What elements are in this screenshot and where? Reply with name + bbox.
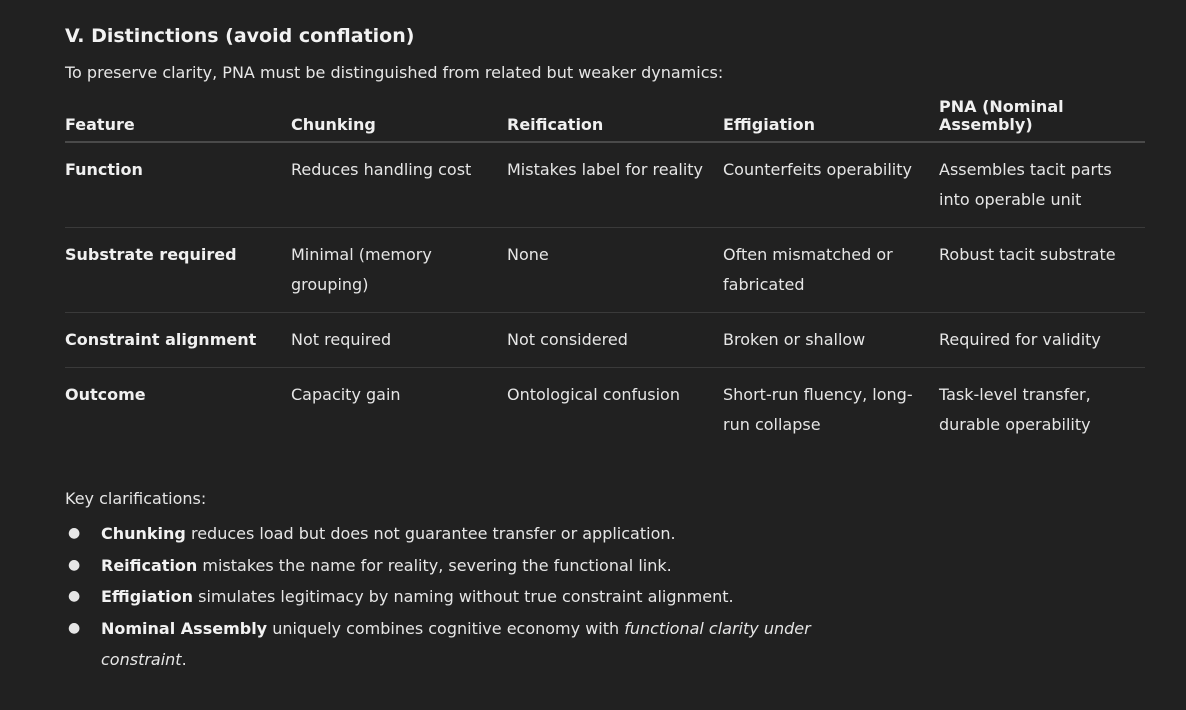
row-header-cell: Function [65, 142, 291, 228]
table-cell: Mistakes label for reality [507, 142, 723, 228]
row-header-cell: Outcome [65, 385, 146, 404]
clarifications-list [65, 518, 1145, 676]
bullet-icon: ● [68, 619, 81, 636]
table-cell: Not considered [507, 313, 723, 368]
column-header: Effigiation [723, 98, 939, 142]
table-cell: Assembles tacit parts into operable unit [939, 142, 1145, 228]
table-cell: Required for validity [939, 313, 1145, 368]
table-cell: Broken or shallow [723, 313, 939, 368]
row-header-cell: Substrate required [65, 228, 291, 313]
bullet-icon: ● [68, 556, 81, 573]
item-text: reduces load but does not guarantee transfer or application. [185, 524, 676, 543]
table-cell: Robust tacit substrate [939, 228, 1145, 313]
column-header: Feature [65, 98, 291, 142]
column-header: Chunking [291, 98, 507, 142]
italic-text: functional clarity under constraint [101, 618, 811, 669]
table-row [65, 313, 1145, 368]
table-cell: Minimal (memory grouping) [291, 228, 507, 313]
column-header: Reification [507, 98, 723, 142]
table-row [65, 142, 1145, 228]
term: Effigiation [101, 587, 194, 606]
term: Chunking [101, 524, 186, 543]
bullet-icon: ● [68, 525, 81, 541]
list-item [65, 613, 881, 676]
column-header: PNA (Nominal Assembly) [939, 98, 1145, 142]
term: Nominal Assembly [101, 618, 268, 638]
table-row [65, 228, 1145, 313]
distinctions-table [65, 98, 1145, 452]
section-intro: To preserve clarity, PNA must be distinguished from related but weaker dynamics: [65, 63, 724, 82]
table-cell: Short-run fluency, long-run collapse [723, 385, 913, 434]
list-item [65, 550, 881, 582]
table-row [65, 368, 1145, 453]
table-cell: Task-level transfer, durable operability [939, 385, 1091, 434]
term: Reification [101, 555, 198, 575]
clarifications-title: Key clarifications: [65, 489, 207, 508]
list-item [65, 518, 881, 550]
section-title: V. Distinctions (avoid conflation) [65, 25, 415, 47]
table-cell: Capacity gain [291, 385, 401, 404]
table-cell: Ontological confusion [507, 385, 680, 404]
bullet-icon: ● [68, 588, 81, 604]
list-item [65, 581, 881, 613]
item-text: uniquely combines cognitive economy with [267, 618, 625, 638]
item-text: simulates legitimacy by naming without true constraint alignment. [193, 587, 734, 606]
item-text: mistakes the name for reality, severing the functional link. [197, 555, 672, 575]
table-header-row [65, 98, 1145, 142]
table-cell: Not required [291, 313, 507, 368]
table-cell: Reduces handling cost [291, 142, 507, 228]
table-cell: Counterfeits operability [723, 142, 939, 228]
item-tail: . [181, 650, 187, 669]
table-cell: None [507, 228, 723, 313]
table-cell: Often mismatched or fabricated [723, 228, 939, 313]
row-header-cell: Constraint alignment [65, 313, 291, 368]
